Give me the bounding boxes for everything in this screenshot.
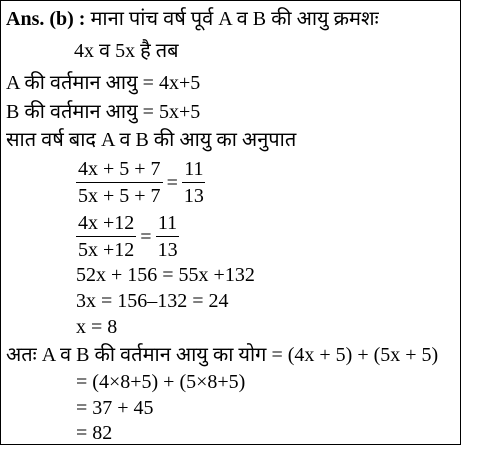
sum-line-1: अतः A व B की वर्तमान आयु का योग = (4x + 5) + (5x + 5) [6,344,439,366]
denominator: 13 [183,185,204,207]
denominator: 5x + 5 + 7 [78,185,161,207]
answer-intro: माना पांच वर्ष पूर्व A व B की आयु क्रमशः [90,8,379,30]
ratio-equation-2 [76,212,180,261]
assumption-line: 4x व 5x है तब [74,40,179,62]
answer-intro-line [6,7,379,31]
step-line-1: 52x + 156 = 55x +132 [76,264,255,286]
numerator: 4x + 5 + 7 [76,158,163,183]
fraction-right-1 [182,158,206,207]
step-line-2: 3x = 156–132 = 24 [76,290,229,312]
answer-label: Ans. (b) : [6,8,86,30]
ratio-equation-1 [76,158,206,207]
numerator: 11 [182,158,205,183]
ratio-heading: सात वर्ष बाद A व B की आयु का अनुपात [6,129,297,151]
equals-sign: = [140,225,152,248]
fraction-left-1 [76,158,163,207]
equals-sign: = [166,171,178,194]
fraction-right-2 [156,212,180,261]
numerator: 4x +12 [76,212,136,237]
present-age-b: B की वर्तमान आयु = 5x+5 [6,101,201,123]
denominator: 5x +12 [78,239,135,261]
present-age-a: A की वर्तमान आयु = 4x+5 [6,72,201,94]
numerator: 11 [156,212,179,237]
step-line-3: x = 8 [76,316,118,338]
sum-line-3: = 37 + 45 [76,397,154,419]
fraction-left-2 [76,212,136,261]
denominator: 13 [157,239,178,261]
sum-line-4: = 82 [76,422,113,444]
sum-line-2: = (4×8+5) + (5×8+5) [76,371,246,393]
